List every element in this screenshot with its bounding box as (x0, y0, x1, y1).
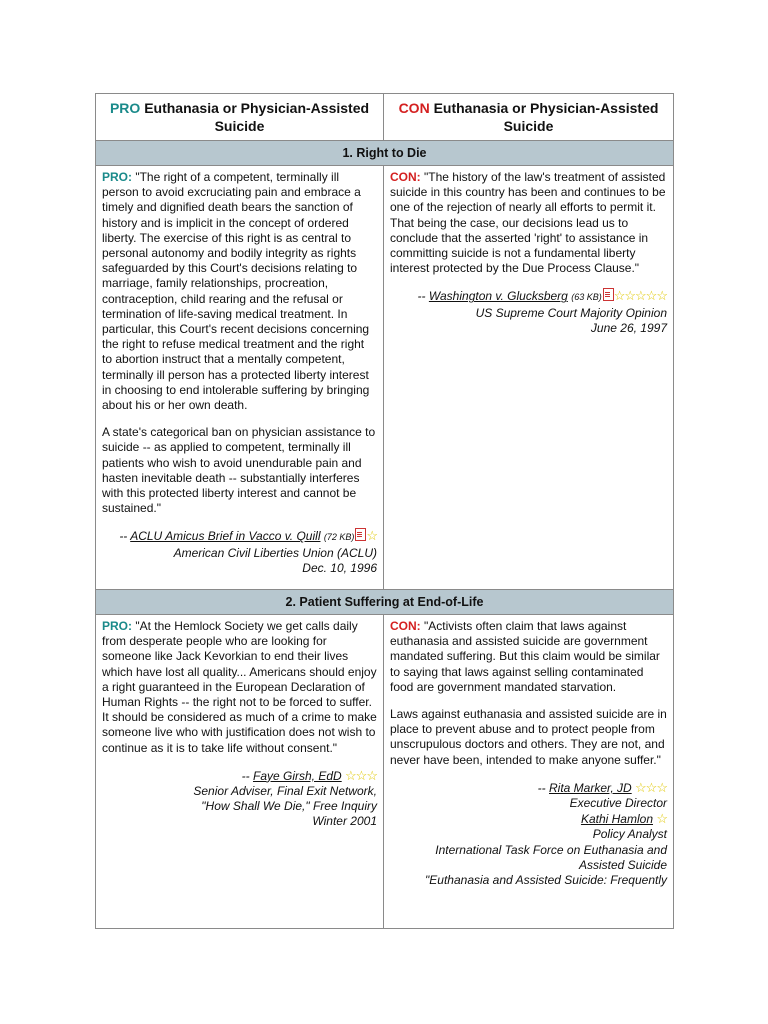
citation-role-2: Policy Analyst (592, 827, 667, 842)
citation-publication: "How Shall We Die," Free Inquiry (201, 799, 377, 814)
citation-dash: -- (417, 289, 426, 304)
star-rating-icon: ☆ (366, 528, 377, 544)
pro-quote: "The right of a competent, terminally ill person to avoid excruciating pain and embrace a timely and dignified death bears the sanction of history and is implicit in the concept of ordered liberty. The exercise of this right is as central to personal autonomy and bodily integrity as rights safeguarded by this Court's decisions relating to marriage, family relationships, procreation, contraception, child rearing and the refusal or termination of life-saving medical treatment. In particular, this Court's recent decisions concerning the right to refuse medical treatment and the right to abortion instruct that a mentally competent, terminally ill person has a protected liberty interest in choosing to end intolerable suffering by bringing about his or her own death. (102, 170, 370, 413)
pro-con-table (95, 93, 674, 929)
star-rating-icon: ☆ (656, 811, 667, 827)
pro-argument-para (102, 619, 377, 756)
pro-argument-para (102, 170, 377, 413)
citation-role: Senior Adviser, Final Exit Network, (193, 784, 377, 799)
pdf-icon[interactable] (355, 528, 366, 541)
con-citation (390, 780, 667, 888)
citation-dash: -- (241, 768, 250, 783)
star-rating-icon: ☆☆☆ (635, 779, 667, 795)
citation-dash: -- (119, 529, 128, 544)
pro-quote-continued: A state's categorical ban on physician assistance to suicide -- as applied to competent, terminally ill patients who wish to avoid unendurable pain and hasten inevitable death -- substantially interferes with this protected liberty interest and cannot be sustained." (102, 425, 376, 516)
author-link-2[interactable]: Kathi Hamlon (580, 812, 653, 827)
con-header (384, 94, 674, 141)
section-1-header (96, 141, 674, 166)
pro-citation (102, 528, 377, 576)
section-title: 2. Patient Suffering at End-of-Life (96, 590, 674, 615)
section-2-header (96, 590, 674, 615)
citation-publication: "Euthanasia and Assisted Suicide: Frequently (425, 873, 667, 888)
file-size: (72 KB) (323, 532, 355, 543)
source-link[interactable]: Washington v. Glucksberg (428, 289, 568, 304)
section-title: 1. Right to Die (96, 141, 674, 166)
author-link[interactable]: Faye Girsh, EdD (252, 768, 342, 783)
pro-header (96, 94, 384, 141)
citation-date: June 26, 1997 (590, 320, 667, 335)
pdf-icon[interactable] (603, 288, 614, 301)
header-row (96, 94, 674, 141)
star-rating-icon: ☆☆☆☆☆ (613, 288, 667, 304)
con-header-text: Euthanasia or Physician-Assisted Suicide (433, 100, 659, 134)
con-quote: "The history of the law's treatment of assisted suicide in this country has been and continues to be one of the rejection of nearly all efforts to permit it. That being the case, our decisions lead us to conclude that the asserted 'right' to assistance in committing suicide is not a fundamental liberty interest protected by the Due Process Clause." (390, 170, 666, 276)
con-argument-para (390, 619, 667, 695)
con-argument-cell (384, 166, 674, 590)
pro-citation (102, 768, 377, 830)
citation-date: Winter 2001 (312, 814, 377, 829)
file-size: (63 KB) (571, 292, 602, 303)
pro-argument-cell (96, 166, 384, 590)
con-quote: "Activists often claim that laws against euthanasia and assisted suicide are government mandated suffering. But this claim would be similar to saying that laws against selling contaminated food are government mandated starvation. (390, 619, 660, 694)
author-link[interactable]: Rita Marker, JD (549, 780, 632, 795)
section-2-row (96, 615, 674, 929)
citation-date: Dec. 10, 1996 (302, 560, 377, 575)
section-1-row (96, 166, 674, 590)
source-link[interactable]: ACLU Amicus Brief in Vacco v. Quill (130, 529, 321, 544)
con-header-word: CON (398, 100, 430, 116)
pro-header-word: PRO (109, 100, 141, 116)
con-label: CON: (390, 170, 421, 184)
con-label: CON: (390, 619, 421, 633)
pro-header-text: Euthanasia or Physician-Assisted Suicide (144, 100, 370, 134)
citation-role: Executive Director (569, 796, 667, 811)
pro-quote: "At the Hemlock Society we get calls daily from desperate people who are looking for someone like Jack Kevorkian to end their lives which have lost all quality... Americans should enjoy a right guaranteed in the European Declaration of Human Rights -- the right not to be forced to suffer. It should be considered as much of a crime to make someone live who with justification does not wish to continue as it is to take life without consent." (102, 619, 377, 755)
citation-org: American Civil Liberties Union (ACLU) (173, 545, 377, 560)
pro-argument-cell (96, 615, 384, 929)
star-rating-icon: ☆☆☆ (345, 767, 377, 783)
pro-label: PRO: (102, 619, 132, 633)
citation-dash: -- (537, 780, 546, 795)
con-argument-para (390, 170, 667, 276)
citation-org: International Task Force on Euthanasia and Assisted Suicide (435, 842, 667, 872)
con-quote-continued: Laws against euthanasia and assisted suicide are in place to prevent abuse and to protect people from unscrupulous doctors and others. They are not, and never have been, intended to make anyone suffer." (390, 707, 667, 767)
con-argument-cell (384, 615, 674, 929)
pro-label: PRO: (102, 170, 132, 184)
con-citation (390, 288, 667, 336)
citation-org: US Supreme Court Majority Opinion (475, 305, 667, 320)
